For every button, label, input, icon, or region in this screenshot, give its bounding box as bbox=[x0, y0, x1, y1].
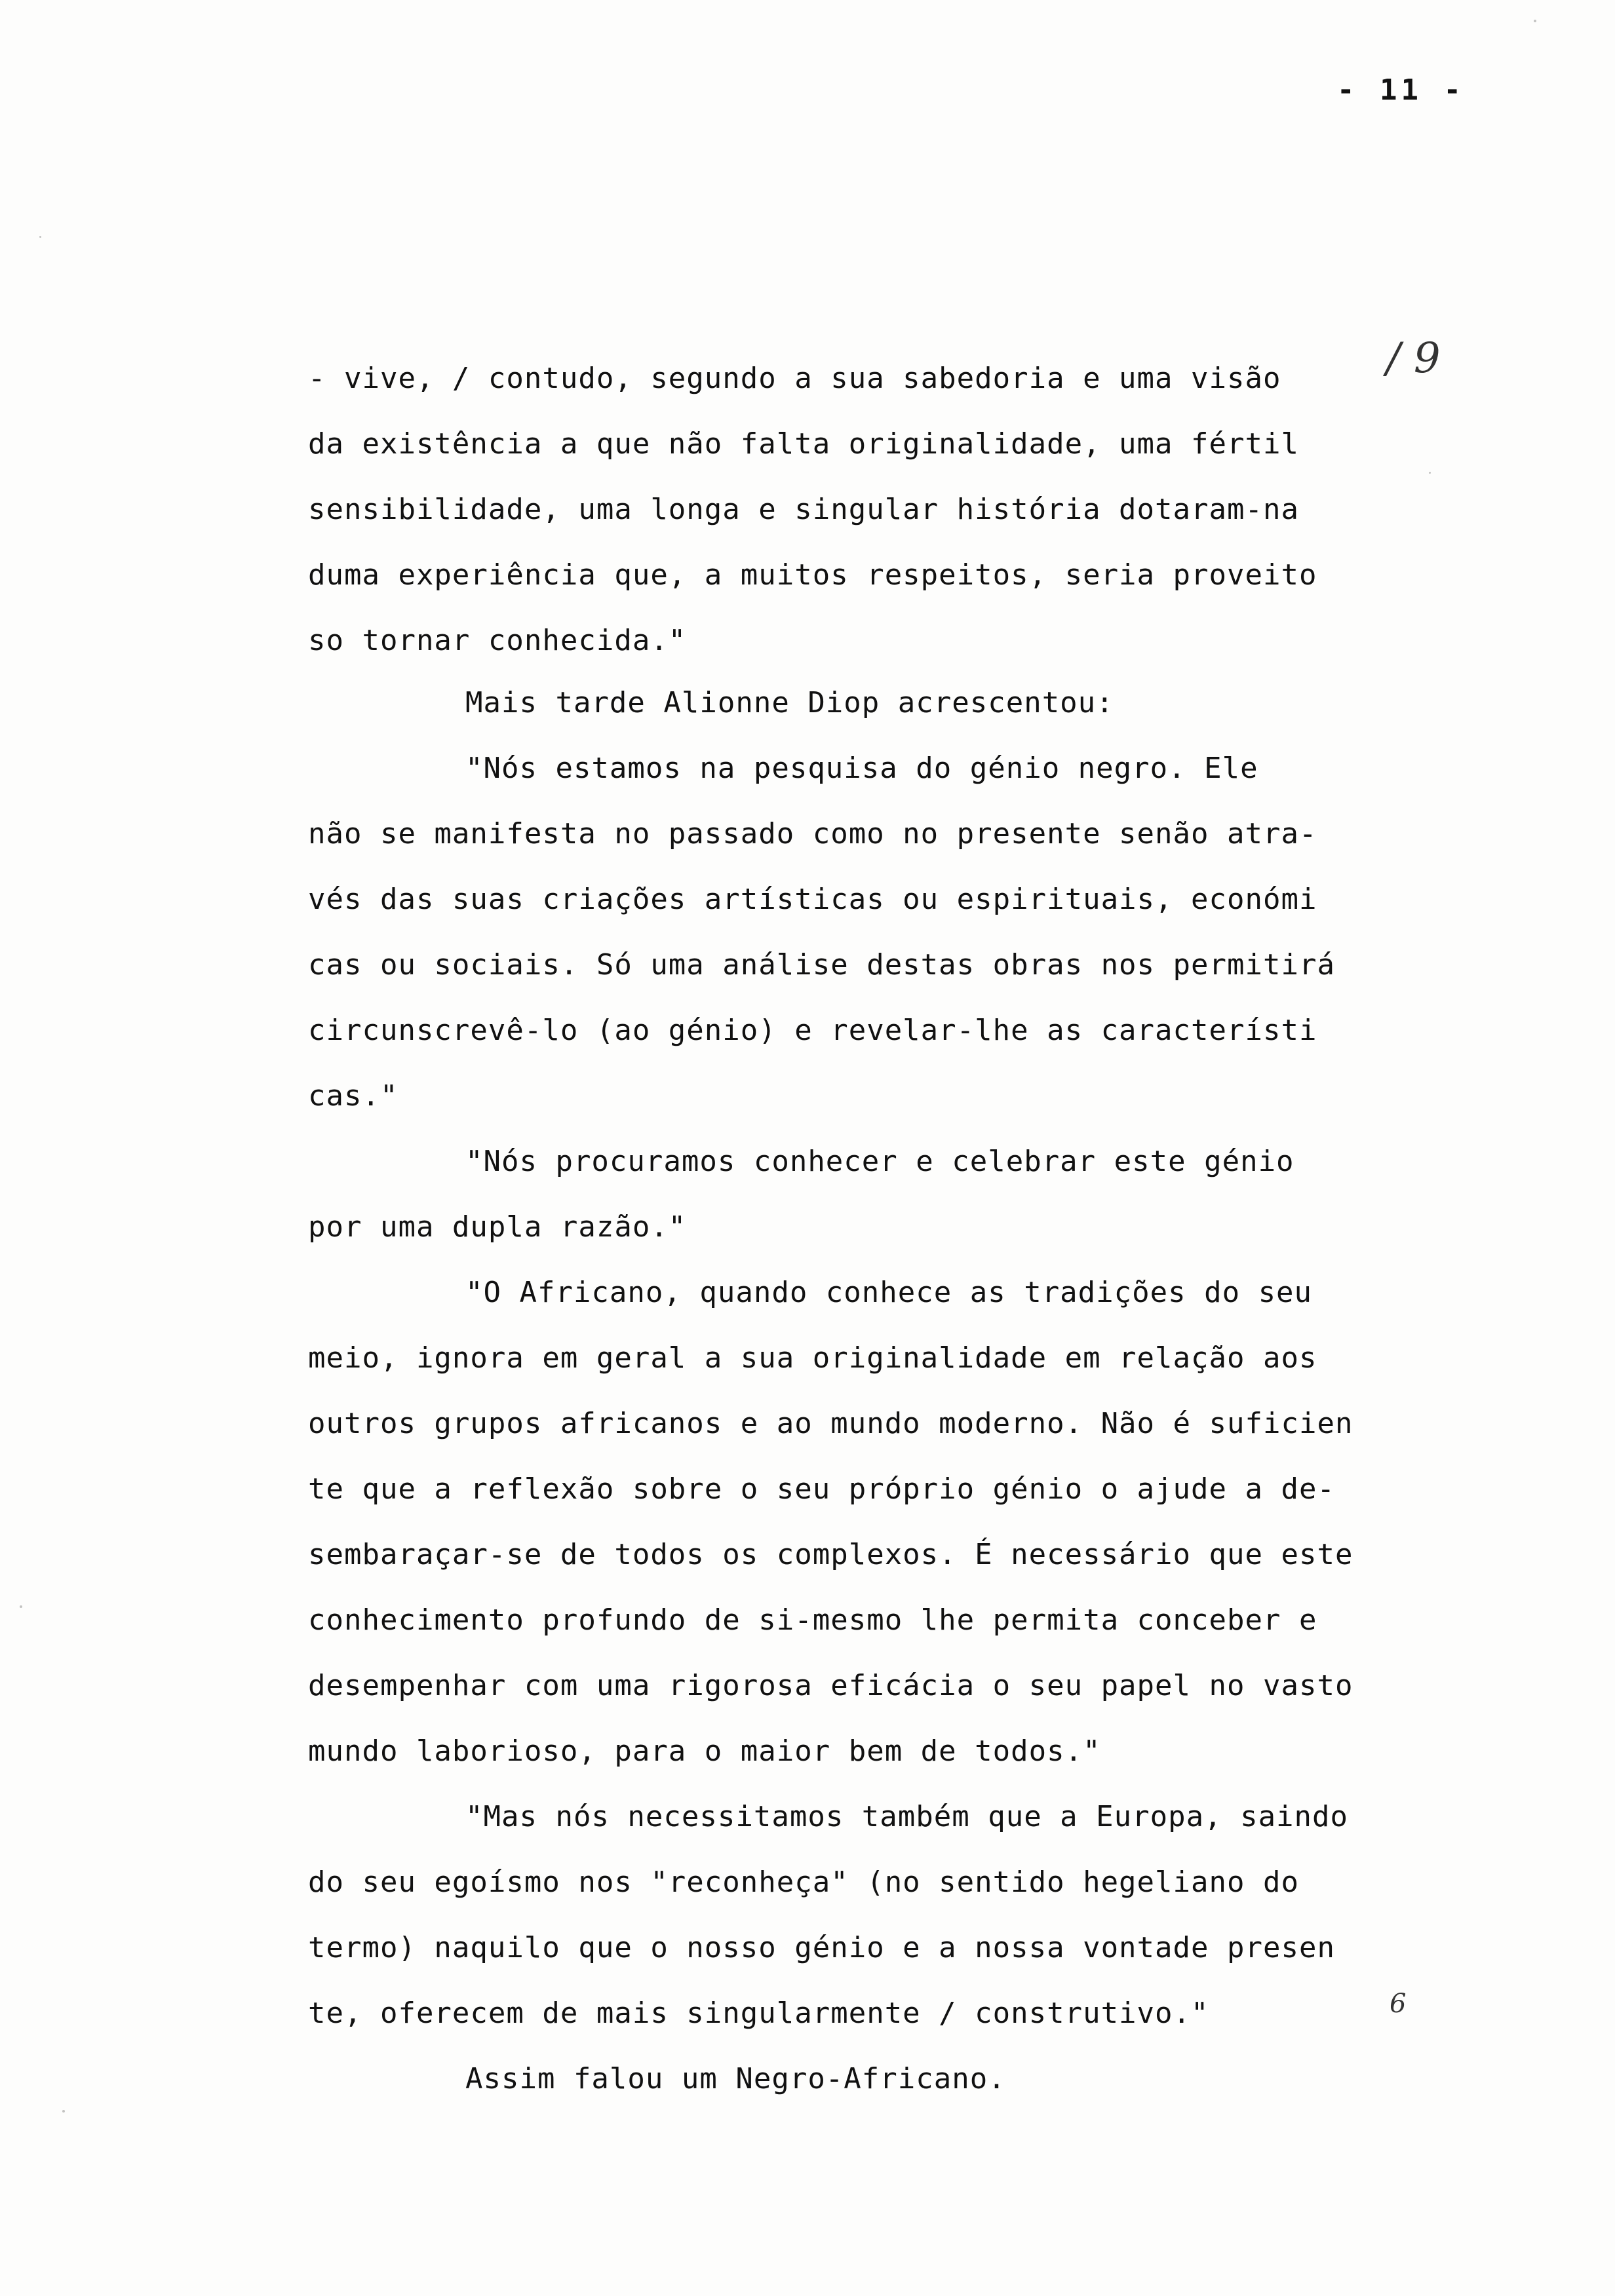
text-line: sembaraçar-se de todos os complexos. É necessário que este bbox=[308, 1538, 1353, 1571]
text-line: sensibilidade, uma longa e singular história dotaram-na bbox=[308, 493, 1299, 526]
text-line: da existência a que não falta originalidade, uma fértil bbox=[308, 427, 1299, 461]
margin-annotation-bottom: 6 bbox=[1390, 1989, 1407, 2019]
text-line: por uma dupla razão." bbox=[308, 1210, 687, 1244]
scan-speck bbox=[1534, 20, 1536, 22]
text-line: conhecimento profundo de si-mesmo lhe permita conceber e bbox=[308, 1603, 1317, 1637]
page-number: - 11 - bbox=[1337, 73, 1465, 107]
text-line: "Mas nós necessitamos também que a Europa, saindo bbox=[465, 1800, 1349, 1833]
text-line: te, oferecem de mais singularmente / construtivo." bbox=[308, 1997, 1209, 2030]
text-line: duma experiência que, a muitos respeitos, seria proveito bbox=[308, 558, 1317, 592]
text-line: meio, ignora em geral a sua originalidade em relação aos bbox=[308, 1341, 1317, 1375]
text-line: cas ou sociais. Só uma análise destas obras nos permitirá bbox=[308, 948, 1335, 982]
text-line: mundo laborioso, para o maior bem de todos." bbox=[308, 1734, 1101, 1768]
text-line: do seu egoísmo nos "reconheça" (no sentido hegeliano do bbox=[308, 1866, 1299, 1899]
text-line: cas." bbox=[308, 1079, 399, 1113]
text-line: "Nós estamos na pesquisa do génio negro. Ele bbox=[465, 752, 1258, 785]
scan-speck bbox=[20, 1605, 22, 1608]
text-line: termo) naquilo que o nosso génio e a nossa vontade presen bbox=[308, 1931, 1335, 1964]
scan-speck bbox=[1429, 472, 1431, 474]
scan-speck bbox=[62, 2110, 65, 2113]
text-line: Mais tarde Alionne Diop acrescentou: bbox=[465, 686, 1114, 719]
text-line: "O Africano, quando conhece as tradições do seu bbox=[465, 1276, 1313, 1309]
margin-annotation-top: / 9 bbox=[1386, 334, 1441, 383]
text-line: te que a reflexão sobre o seu próprio génio o ajude a de- bbox=[308, 1472, 1335, 1506]
scan-speck bbox=[39, 236, 41, 238]
text-line: Assim falou um Negro-Africano. bbox=[465, 2062, 1006, 2095]
text-line: vés das suas criações artísticas ou espirituais, económi bbox=[308, 883, 1317, 916]
text-line: outros grupos africanos e ao mundo moderno. Não é suficien bbox=[308, 1407, 1353, 1440]
text-line: so tornar conhecida." bbox=[308, 624, 687, 657]
text-line: "Nós procuramos conhecer e celebrar este génio bbox=[465, 1145, 1294, 1178]
text-line: circunscrevê-lo (ao génio) e revelar-lhe as característi bbox=[308, 1014, 1317, 1047]
text-line: desempenhar com uma rigorosa eficácia o seu papel no vasto bbox=[308, 1669, 1353, 1702]
text-line: não se manifesta no passado como no presente senão atra- bbox=[308, 817, 1317, 851]
text-line: - vive, / contudo, segundo a sua sabedoria e uma visão bbox=[308, 362, 1281, 395]
